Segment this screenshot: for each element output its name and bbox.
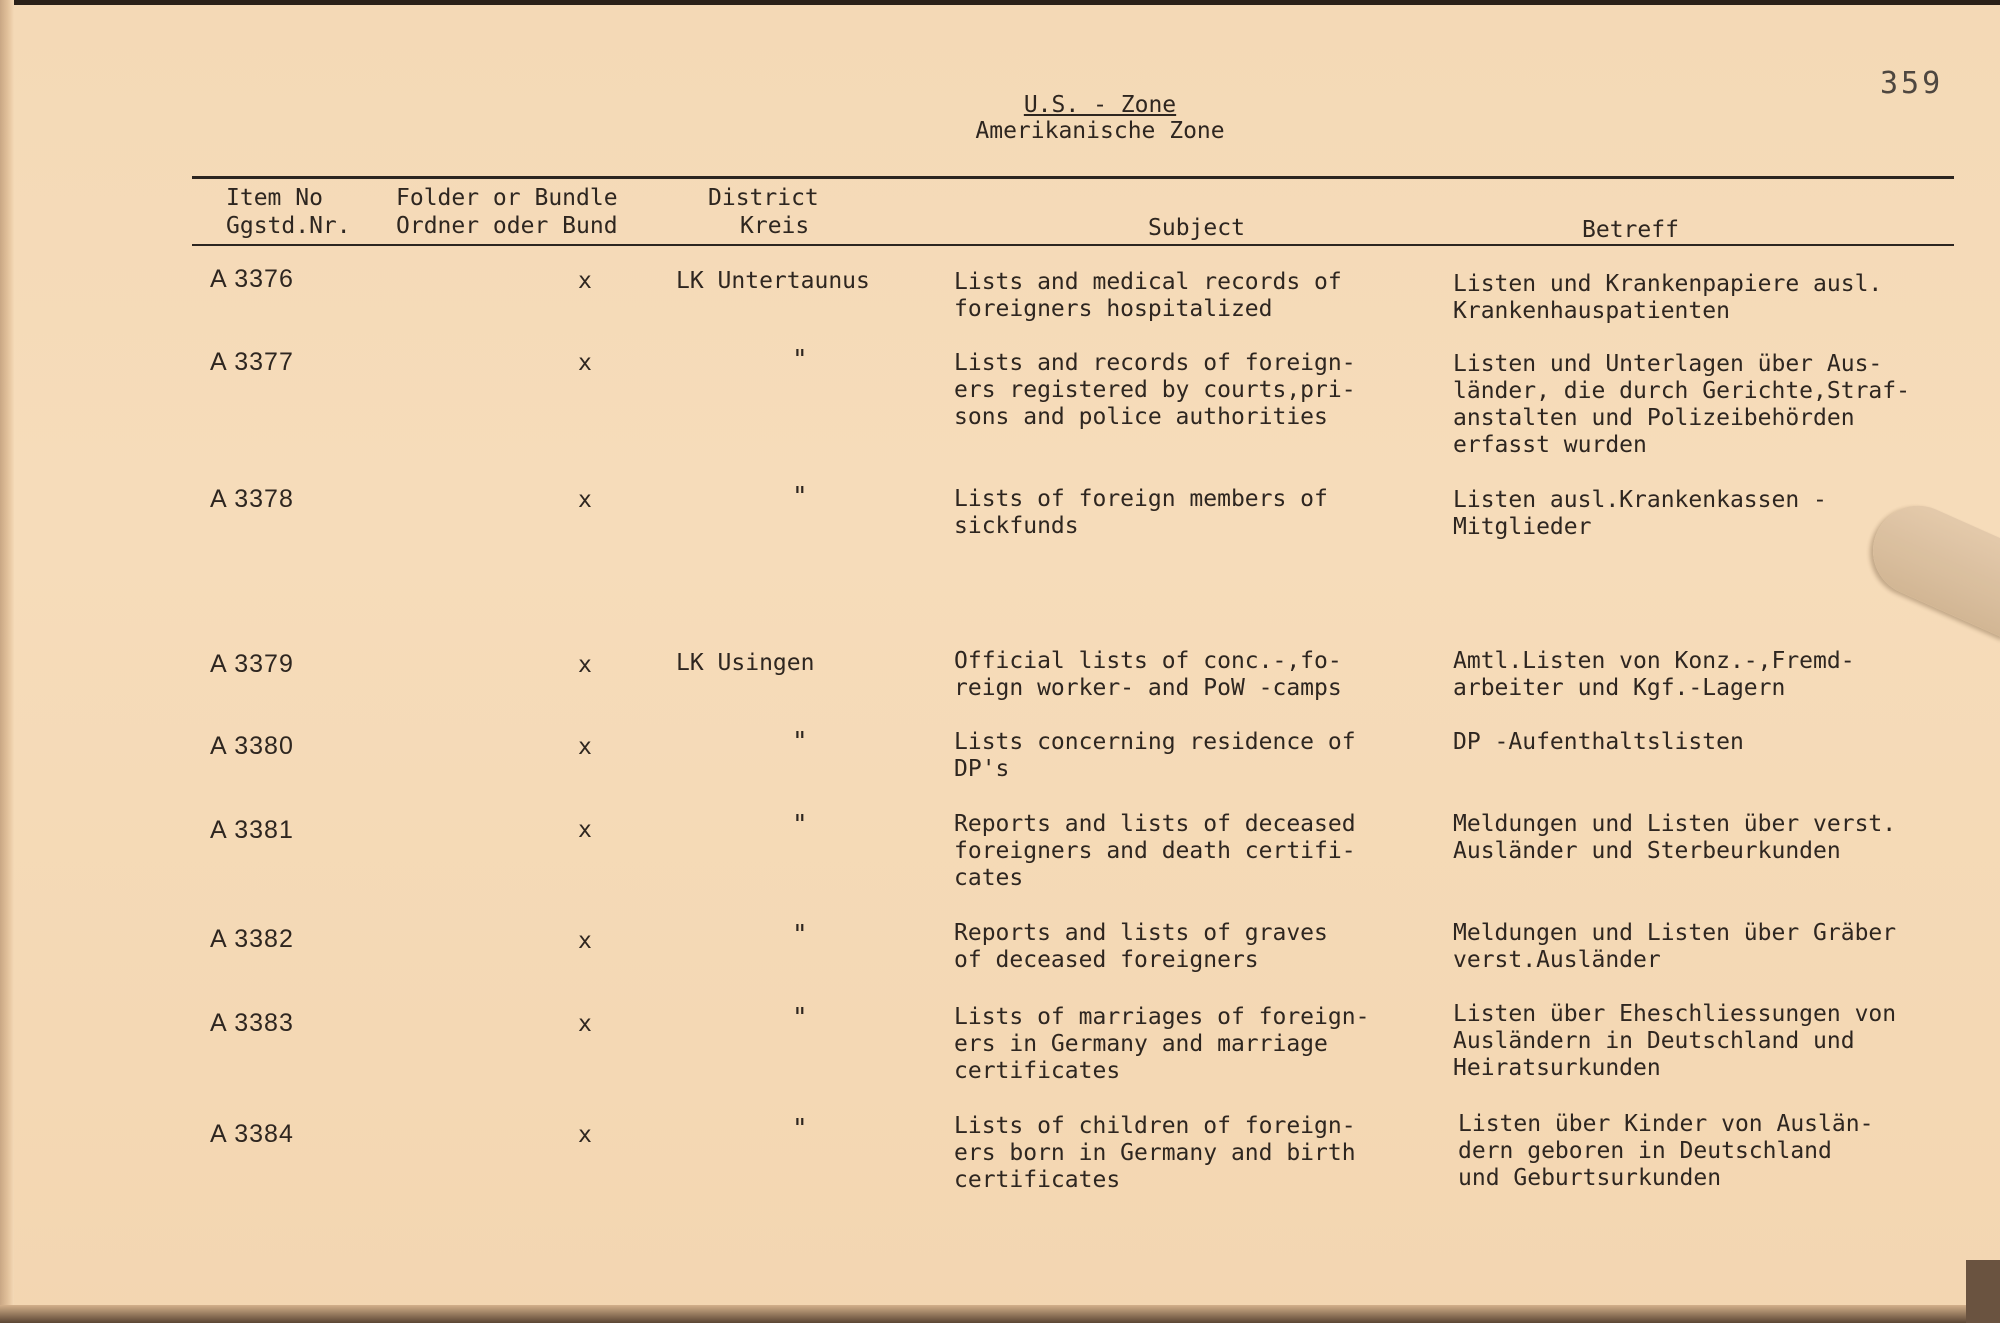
column-header-folder-de: Ordner oder Bund	[396, 213, 618, 239]
betreff-text: Listen über Eheschliessungen von Ausländern in Deutschland und Heiratsurkunden	[1453, 1001, 1897, 1081]
paper-clip	[1859, 491, 2000, 638]
subject-text: Lists of marriages of foreign- ers in Germany and marriage certificates	[954, 1004, 1370, 1084]
folder-mark: x	[578, 928, 592, 954]
ditto-mark: "	[792, 810, 808, 840]
item-number: A 3384	[210, 1120, 294, 1148]
subject-text: Lists of foreign members of sickfunds	[954, 486, 1328, 539]
folder-mark: x	[578, 1011, 592, 1037]
folder-mark: x	[578, 817, 592, 843]
binding-edge	[0, 0, 14, 1323]
item-number: A 3378	[210, 485, 294, 513]
folder-mark: x	[578, 1122, 592, 1148]
ditto-mark: "	[792, 727, 808, 757]
item-number: A 3381	[210, 816, 294, 844]
betreff-text: Meldungen und Listen über verst. Ausländer und Sterbeurkunden	[1453, 811, 1897, 864]
header-top-rule	[192, 176, 1954, 179]
item-number: A 3377	[210, 348, 294, 376]
ditto-mark: "	[792, 482, 808, 512]
betreff-text: Listen und Unterlagen über Aus- länder, die durch Gerichte,Straf- anstalten und Polizeibehörden erfasst wurden	[1453, 351, 1910, 458]
folder-mark: x	[578, 652, 592, 678]
betreff-text: DP -Aufenthaltslisten	[1453, 729, 1744, 755]
top-shadow	[0, 0, 2000, 5]
betreff-text: Amtl.Listen von Konz.-,Fremd- arbeiter und Kgf.-Lagern	[1453, 648, 1855, 701]
item-number: A 3376	[210, 265, 294, 293]
item-number: A 3379	[210, 650, 294, 678]
page-number: 359	[1880, 66, 1944, 101]
column-header-subject: Subject	[1148, 215, 1245, 241]
item-number: A 3383	[210, 1009, 294, 1037]
subject-text: Lists concerning residence of DP's	[954, 729, 1356, 782]
subject-text: Lists and medical records of foreigners hospitalized	[954, 269, 1342, 322]
folder-mark: x	[578, 487, 592, 513]
ditto-mark: "	[792, 345, 808, 375]
folder-mark: x	[578, 350, 592, 376]
subject-text: Lists of children of foreign- ers born in Germany and birth certificates	[954, 1113, 1356, 1193]
betreff-text: Listen über Kinder von Auslän- dern geboren in Deutschland und Geburtsurkunden	[1458, 1111, 1874, 1191]
page-corner	[1966, 1260, 2000, 1323]
column-header-item-en: Item No	[226, 185, 323, 211]
column-header-folder-en: Folder or Bundle	[396, 185, 618, 211]
ditto-mark: "	[792, 920, 808, 950]
ditto-mark: "	[792, 1114, 808, 1144]
item-number: A 3382	[210, 925, 294, 953]
item-number: A 3380	[210, 732, 294, 760]
column-header-item-de: Ggstd.Nr.	[226, 213, 351, 239]
column-header-district-en: District	[708, 185, 819, 211]
betreff-text: Listen und Krankenpapiere ausl. Krankenhauspatienten	[1453, 271, 1883, 324]
header-bottom-rule	[192, 244, 1954, 246]
subject-text: Official lists of conc.-,fo- reign worker- and PoW -camps	[954, 648, 1342, 701]
zone-subtitle: Amerikanische Zone	[975, 118, 1225, 144]
subject-text: Lists and records of foreign- ers registered by courts,pri- sons and police authorities	[954, 350, 1356, 430]
folder-mark: x	[578, 268, 592, 294]
district: LK Usingen	[676, 650, 815, 676]
betreff-text: Meldungen und Listen über Gräber verst.Ausländer	[1453, 920, 1897, 973]
district: LK Untertaunus	[676, 268, 870, 294]
subject-text: Reports and lists of deceased foreigners and death certifi- cates	[954, 811, 1356, 891]
zone-heading	[950, 92, 1250, 144]
folder-mark: x	[578, 734, 592, 760]
zone-title: U.S. - Zone	[1023, 92, 1177, 118]
column-header-betreff: Betreff	[1582, 217, 1679, 243]
ditto-mark: "	[792, 1003, 808, 1033]
subject-text: Reports and lists of graves of deceased foreigners	[954, 920, 1328, 973]
betreff-text: Listen ausl.Krankenkassen - Mitglieder	[1453, 487, 1827, 540]
column-header-district-de: Kreis	[740, 213, 810, 239]
bottom-edge	[0, 1305, 2000, 1323]
